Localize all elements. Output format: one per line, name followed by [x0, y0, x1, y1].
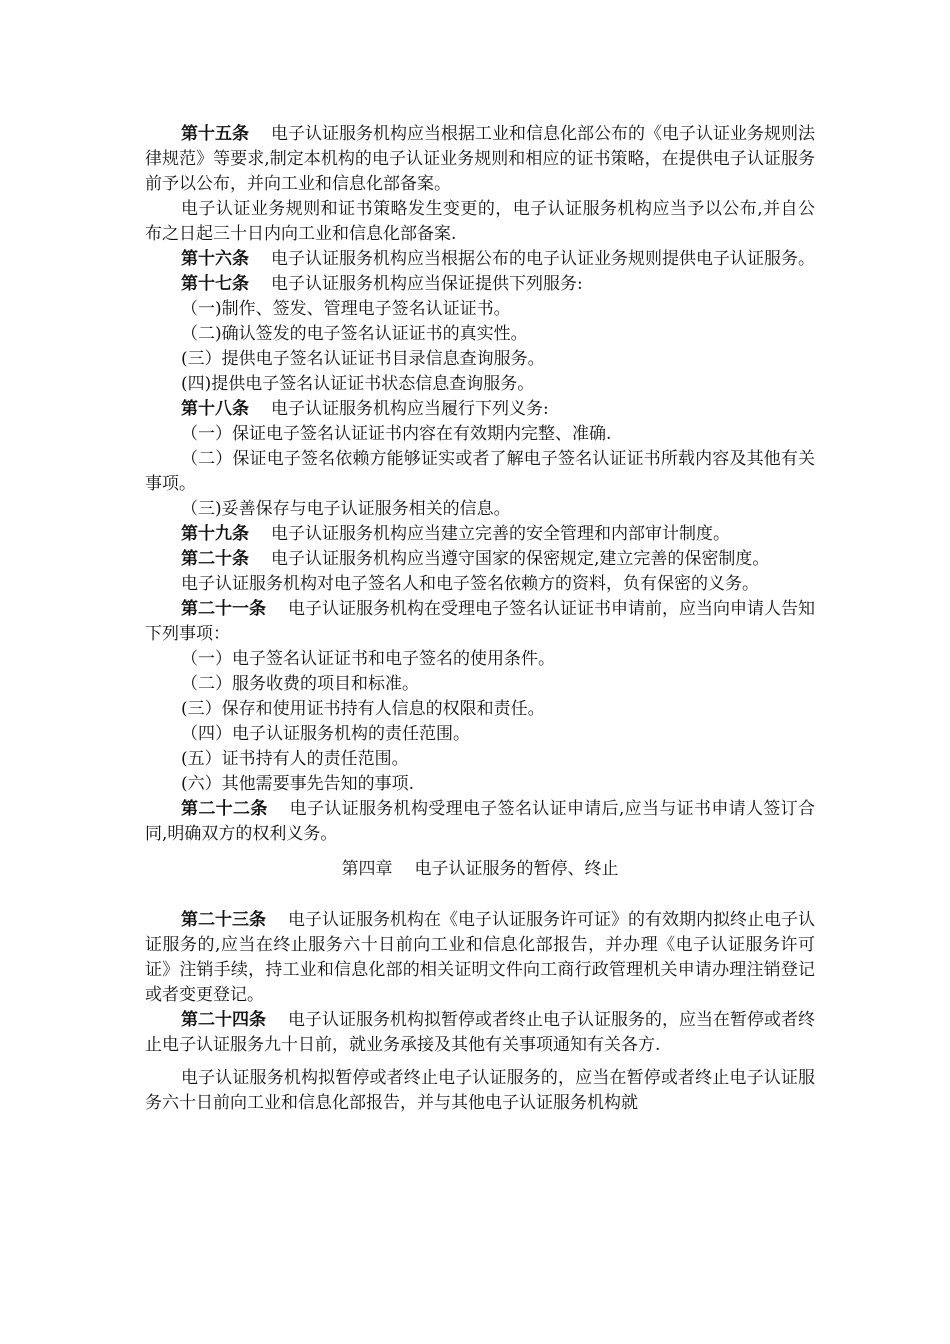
article-17 [145, 272, 815, 297]
article-text: 电子认证服务机构应当保证提供下列服务: [271, 274, 583, 294]
article-heading: 第二十条 [181, 549, 249, 569]
article-text: 电子认证服务机构应当建立完善的安全管理和内部审计制度。 [271, 524, 730, 544]
article-text: 电子认证服务机构在《电子认证服务许可证》的有效期内拟终止电子认证服务的,应当在终止服务六十日前向工业和信息化部报告，并办理《电子认证服务许可证》注销手续，持工业和信息化部的相关证明文件向工商行政管理机关申请办理注销登记或者变更登记。 [145, 910, 815, 1005]
article-heading: 第十五条 [181, 124, 249, 144]
list-item: (四)提供电子签名认证证书状态信息查询服务。 [181, 374, 535, 394]
article-text: 电子认证服务机构受理电子签名认证申请后,应当与证书申请人签订合同,明确双方的权利义务。 [145, 799, 815, 844]
article-24 [145, 1008, 815, 1058]
article-20 [145, 547, 815, 572]
article-heading: 第二十一条 [181, 599, 266, 619]
list-item: （四）电子认证服务机构的责任范围。 [181, 724, 470, 744]
article-18 [145, 397, 815, 422]
article-text: 电子认证服务机构应当遵守国家的保密规定,建立完善的保密制度。 [271, 549, 770, 569]
article-20-para-2: 电子认证服务机构对电子签名人和电子签名依赖方的资料，负有保密的义务。 [181, 574, 759, 594]
document-body [145, 122, 815, 1116]
article-heading: 第二十二条 [181, 799, 268, 819]
list-item: （一）电子签名认证证书和电子签名的使用条件。 [181, 649, 555, 669]
article-text: 电子认证服务机构应当履行下列义务: [271, 399, 549, 419]
article-19 [145, 522, 815, 547]
article-23 [145, 908, 815, 1008]
list-item: (六）其他需要事先告知的事项. [181, 774, 415, 794]
article-heading: 第十九条 [181, 524, 249, 544]
list-item: （二）保证电子签名依赖方能够证实或者了解电子签名认证证书所载内容及其他有关事项。 [145, 449, 815, 494]
article-heading: 第二十四条 [181, 1010, 266, 1030]
article-15 [145, 122, 815, 197]
list-item: （一）保证电子签名认证证书内容在有效期内完整、准确. [181, 424, 612, 444]
list-item: （二）服务收费的项目和标准。 [181, 674, 419, 694]
list-item: （二)确认签发的电子签名认证证书的真实性。 [181, 324, 528, 344]
list-item: (三）提供电子签名认证证书目录信息查询服务。 [181, 349, 545, 369]
article-text: 电子认证服务机构在受理电子签名认证证书申请前，应当向申请人告知下列事项： [145, 599, 815, 644]
article-15-para-2: 电子认证业务规则和证书策略发生变更的，电子认证服务机构应当予以公布,并自公布之日起三十日内向工业和信息化部备案. [145, 199, 815, 244]
list-item: （三)妥善保存与电子认证服务相关的信息。 [181, 499, 511, 519]
article-21 [145, 597, 815, 647]
article-heading: 第十六条 [181, 249, 249, 269]
article-16 [145, 247, 815, 272]
chapter-heading [145, 857, 815, 882]
article-text: 电子认证服务机构拟暂停或者终止电子认证服务的，应当在暂停或者终止电子认证服务九十日前，就业务承接及其他有关事项通知有关各方. [145, 1010, 815, 1055]
list-item: (三）保存和使用证书持有人信息的权限和责任。 [181, 699, 545, 719]
list-item: （一)制作、签发、管理电子签名认证证书。 [181, 299, 511, 319]
article-22 [145, 797, 815, 847]
article-heading: 第二十三条 [181, 910, 266, 930]
chapter-number: 第四章 [341, 859, 393, 879]
article-text: 电子认证服务机构应当根据工业和信息化部公布的《电子认证业务规则法律规范》等要求,制定本机构的电子认证业务规则和相应的证书策略，在提供电子认证服务前予以公布，并向工业和信息化部备案。 [145, 124, 815, 194]
article-heading: 第十七条 [181, 274, 249, 294]
article-heading: 第十八条 [181, 399, 249, 419]
article-text: 电子认证服务机构应当根据公布的电子认证业务规则提供电子认证服务。 [271, 249, 815, 269]
chapter-title: 电子认证服务的暂停、终止 [414, 859, 619, 879]
list-item: (五）证书持有人的责任范围。 [181, 749, 409, 769]
article-24-para-2: 电子认证服务机构拟暂停或者终止电子认证服务的，应当在暂停或者终止电子认证服务六十日前向工业和信息化部报告，并与其他电子认证服务机构就 [145, 1068, 815, 1113]
